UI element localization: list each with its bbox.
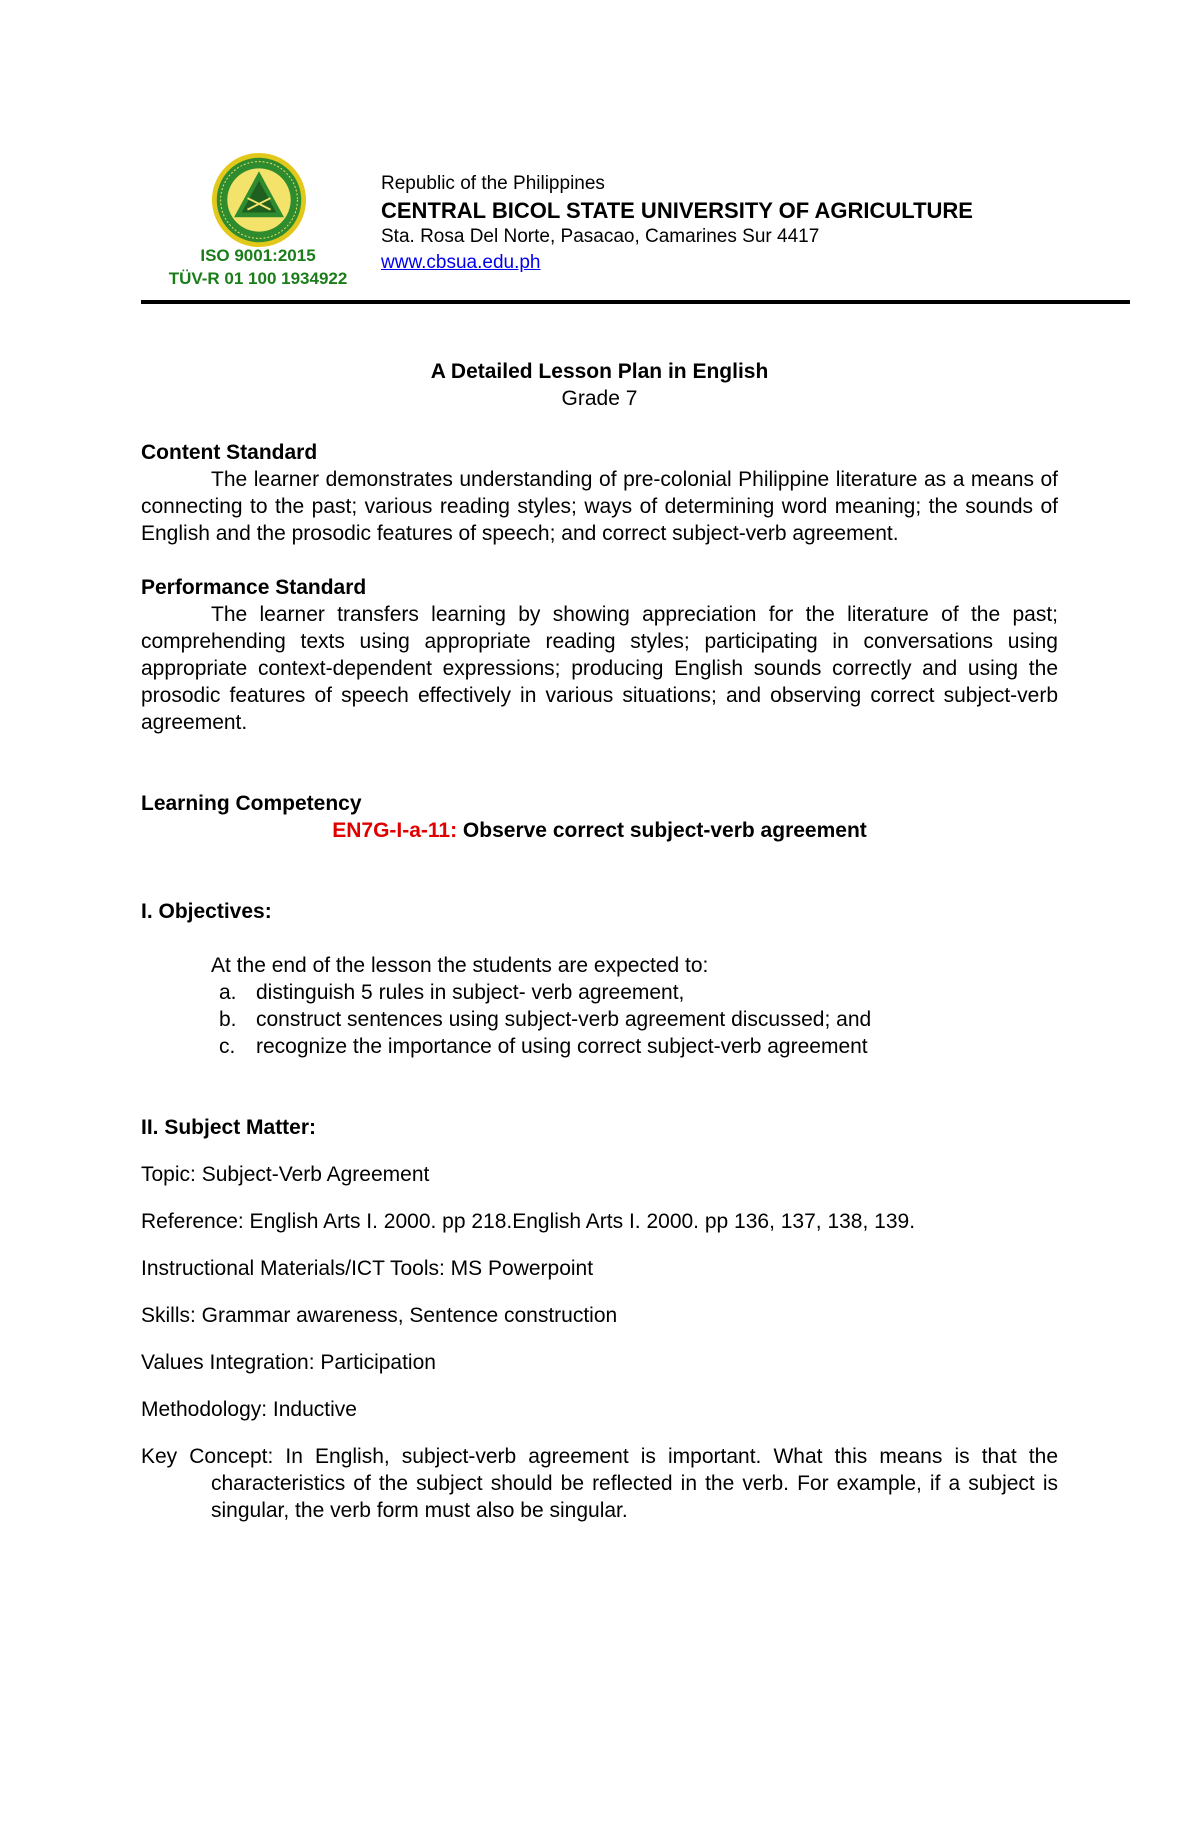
performance-standard-heading: Performance Standard — [141, 576, 367, 599]
iso-standard: ISO 9001:2015 — [200, 246, 316, 265]
republic-line: Republic of the Philippines — [381, 173, 605, 194]
list-item — [219, 1006, 1058, 1033]
topic-line: Topic: Subject-Verb Agreement — [141, 1163, 430, 1186]
competency-text: Observe correct subject-verb agreement — [457, 819, 867, 842]
skills-line: Skills: Grammar awareness, Sentence construction — [141, 1304, 618, 1327]
learning-competency-line — [141, 817, 1058, 844]
objectives-list — [141, 979, 1058, 1060]
performance-standard-text: The learner transfers learning by showing appreciation for the literature of the past; comprehending texts using appropriate reading styles; participating in conversations using appropriate context-dependent expressions; producing English sounds correctly and using the prosodic features of speech effectively in various situations; and observing correct subject-verb agreement. — [141, 603, 1058, 734]
list-marker: c. — [219, 1035, 236, 1058]
materials-line: Instructional Materials/ICT Tools: MS Powerpoint — [141, 1257, 594, 1280]
header-divider — [141, 300, 1130, 304]
list-item-text: distinguish 5 rules in subject- verb agreement, — [256, 981, 685, 1004]
key-concept-text: Key Concept: In English, subject-verb agreement is important. What this means is that the characteristics of the subject should be reflected in the verb. For example, if a subject is singular, the verb form must also be singular. — [141, 1445, 1058, 1522]
university-address: Sta. Rosa Del Norte, Pasacao, Camarines Sur 4417 — [381, 226, 820, 247]
methodology-line: Methodology: Inductive — [141, 1398, 357, 1421]
university-seal-logo — [211, 152, 307, 248]
list-item-text: recognize the importance of using correct subject-verb agreement — [256, 1035, 868, 1058]
reference-line: Reference: English Arts I. 2000. pp 218.English Arts I. 2000. pp 136, 137, 138, 139. — [141, 1210, 916, 1233]
website-link[interactable]: www.cbsua.edu.ph — [381, 252, 541, 273]
list-item-text: construct sentences using subject-verb agreement discussed; and — [256, 1008, 872, 1031]
values-line: Values Integration: Participation — [141, 1351, 436, 1374]
subject-matter-heading: II. Subject Matter: — [141, 1116, 317, 1139]
list-marker: a. — [219, 981, 237, 1004]
objectives-heading: I. Objectives: — [141, 900, 272, 923]
lesson-plan-body — [141, 358, 1058, 1524]
document-title: A Detailed Lesson Plan in English — [430, 360, 769, 383]
learning-competency-heading: Learning Competency — [141, 792, 362, 815]
list-marker: b. — [219, 1008, 237, 1031]
objectives-intro: At the end of the lesson the students are expected to: — [211, 954, 709, 977]
list-item — [219, 979, 1058, 1006]
grade-level: Grade 7 — [561, 387, 638, 410]
list-item — [219, 1033, 1058, 1060]
competency-code: EN7G-I-a-11: — [332, 819, 458, 842]
university-name: CENTRAL BICOL STATE UNIVERSITY OF AGRICULTURE — [381, 198, 973, 223]
institution-block — [381, 171, 973, 276]
content-standard-text: The learner demonstrates understanding of pre-colonial Philippine literature as a means of connecting to the past; various reading styles; ways of determining word meaning; the sounds of English and the prosodic features of speech; and correct subject-verb agreement. — [141, 468, 1058, 545]
iso-certification — [140, 244, 376, 290]
iso-certificate-number: TÜV-R 01 100 1934922 — [168, 269, 348, 288]
content-standard-heading: Content Standard — [141, 441, 318, 464]
